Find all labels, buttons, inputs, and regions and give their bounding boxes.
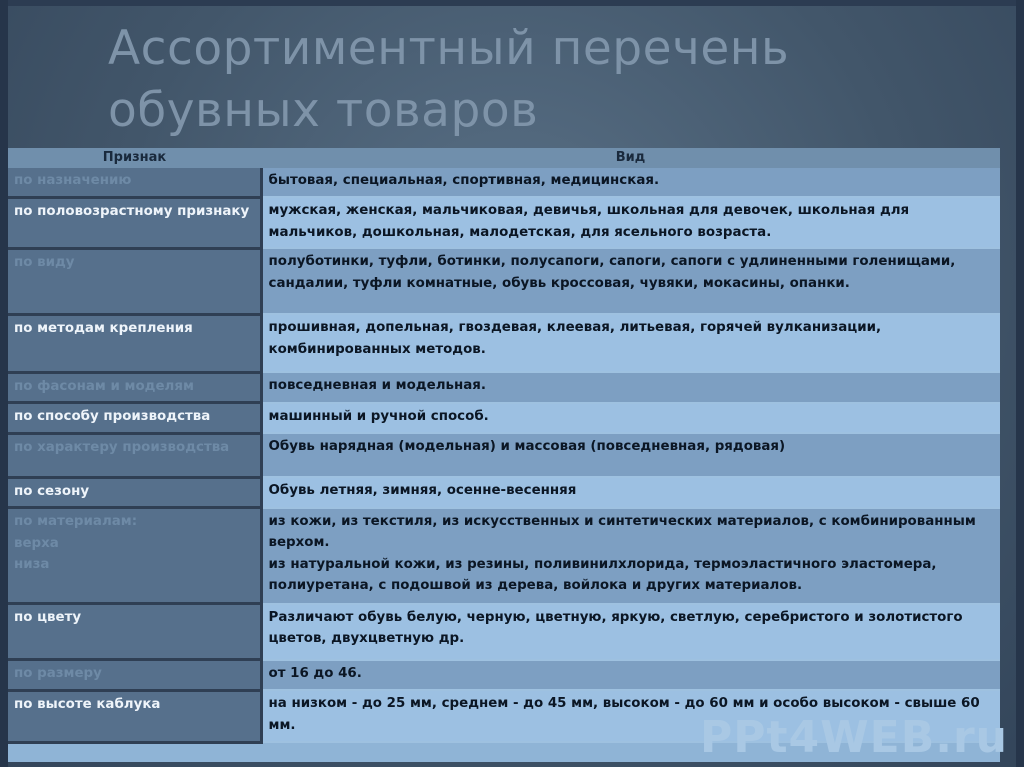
table-row (8, 372, 1000, 403)
row-value: повседневная и модельная. (261, 372, 1000, 403)
row-key: по размеру (8, 660, 261, 691)
row-value: мужская, женская, мальчиковая, девичья, школьная для девочек, школьная для мальчиков, дошкольная, малодетская, для ясельного возраста. (261, 197, 1000, 248)
table-row (8, 248, 1000, 314)
assortment-table-container (8, 148, 1000, 762)
row-key: по методам крепления (8, 314, 261, 372)
table-row (8, 403, 1000, 434)
row-key: по сезону (8, 477, 261, 508)
slide-title: Ассортиментный перечень обувных товаров (108, 21, 790, 138)
row-key-materials (8, 508, 261, 604)
row-key-sublabel-upper: верха (14, 535, 59, 551)
row-value-upper: из кожи, из текстиля, из искусственных и синтетических материалов, с комбинированным верхом. (268, 513, 976, 550)
row-key: по цвету (8, 604, 261, 660)
row-key: по высоте каблука (8, 690, 261, 742)
row-value: Обувь нарядная (модельная) и массовая (повседневная, рядовая) (261, 433, 1000, 477)
table-row (8, 508, 1000, 604)
row-value: прошивная, допельная, гвоздевая, клеевая, литьевая, горячей вулканизации, комбинированных методов. (261, 314, 1000, 372)
table-row (8, 197, 1000, 248)
row-key: по половозрастному признаку (8, 197, 261, 248)
row-key: по фасонам и моделям (8, 372, 261, 403)
row-value: на низком - до 25 мм, среднем - до 45 мм, высоком - до 60 мм и особо высоком - свыше 60 мм. (261, 690, 1000, 742)
row-value: бытовая, специальная, спортивная, медицинская. (261, 168, 1000, 197)
table-row (8, 314, 1000, 372)
row-key-sublabel-sole: низа (14, 557, 50, 572)
table-row (8, 168, 1000, 197)
slide-left-edge (0, 0, 8, 767)
header-attribute: Признак (8, 148, 261, 168)
row-key: по назначению (8, 168, 261, 197)
row-key: по характеру производства (8, 433, 261, 477)
assortment-table (8, 148, 1000, 744)
header-type: Вид (261, 148, 1000, 168)
table-row (8, 433, 1000, 477)
row-value: полуботинки, туфли, ботинки, полусапоги, сапоги, сапоги с удлиненными голенищами, сандалии, туфли комнатные, обувь кроссовая, чувяки, мокасины, опанки. (261, 248, 1000, 314)
row-value: машинный и ручной способ. (261, 403, 1000, 434)
row-key: по виду (8, 248, 261, 314)
row-value: Различают обувь белую, черную, цветную, яркую, светлую, серебристого и золотистого цветов, двухцветную др. (261, 604, 1000, 660)
row-value-materials (261, 508, 1000, 604)
row-value: от 16 до 46. (261, 660, 1000, 691)
table-row (8, 604, 1000, 660)
slide-right-edge (1016, 0, 1024, 767)
row-value-sole: из натуральной кожи, из резины, поливинилхлорида, термоэластичного эластомера, полиуретана, с подошвой из дерева, войлока и других материалов. (268, 556, 937, 593)
row-key-label: по материалам: (14, 514, 138, 529)
watermark-text: PPt4WEB.ru (700, 712, 1009, 763)
table-header-row (8, 148, 1000, 168)
row-key: по способу производства (8, 403, 261, 434)
row-value: Обувь летняя, зимняя, осенне-весенняя (261, 477, 1000, 508)
slide-top-edge (0, 0, 1024, 6)
table-row (8, 660, 1000, 691)
table-row (8, 477, 1000, 508)
